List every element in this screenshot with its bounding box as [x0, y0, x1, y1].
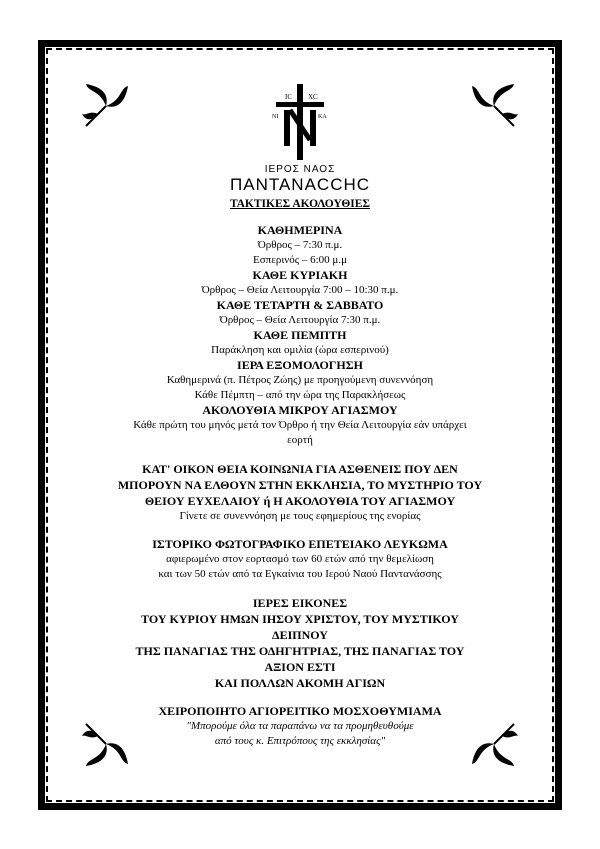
icons-line: ΙΕΡΕΣ ΕΙΚΟΝΕΣ — [252, 596, 348, 610]
album-line: και των 50 ετών από τα Εγκαίνια του Ιερού Ναού Παντανάσσης — [158, 568, 442, 580]
album-line: αφιερωμένο στον εορτασμό των 60 ετών από την θεμελίωση — [166, 553, 434, 565]
icons-line: ΤΟΥ ΚΥΡΙΟΥ ΗΜΩΝ ΙΗΣΟΥ ΧΡΙΣΤΟΥ, ΤΟΥ ΜΥΣΤΙΚΟΥ — [141, 612, 459, 626]
communion-line: ΘΕΙΟΥ ΕΥΧΕΛΑΙΟΥ ή Η ΑΚΟΛΟΥΘΙΑ ΤΟΥ ΑΓΙΑΣΜΟΥ — [144, 494, 456, 508]
communion-note: Γίνετε σε συνεννόηση με τους εφημερίους της ενορίας — [179, 510, 421, 522]
schedule-line: Κάθε Πέμπτη – από την ώρα της Παρακλήσεως — [194, 389, 406, 401]
emblem-letter: NI — [272, 114, 279, 120]
icons-line: ΤΗΣ ΠΑΝΑΓΙΑΣ ΤΗΣ ΟΔΗΓΗΤΡΙΑΣ, ΤΗΣ ΠΑΝΑΓΙΑΣ ΤΟΥ — [135, 644, 465, 658]
cross-monogram-icon — [270, 80, 330, 162]
church-label: ΙΕΡΟΣ ΝΑΟΣ — [264, 164, 336, 175]
album-title: ΙΣΤΟΡΙΚΟ ΦΩΤΟΓΡΑΦΙΚΟ ΕΠΕΤΕΙΑΚΟ ΛΕΥΚΩΜΑ — [152, 537, 448, 551]
incense-section — [60, 704, 540, 749]
schedule-section — [60, 223, 540, 448]
album-section — [60, 537, 540, 582]
communion-section — [60, 461, 540, 524]
icons-line: ΚΑΙ ΠΟΛΛΩΝ ΑΚΟΜΗ ΑΓΙΩΝ — [214, 676, 386, 690]
page-subtitle: ΤΑΚΤΙΚΕΣ ΑΚΟΛΟΥΘΙΕΣ — [230, 198, 370, 210]
schedule-title: ΚΑΘΕ ΠΕΜΠΤΗ — [253, 328, 347, 342]
schedule-title: ΑΚΟΛΟΥΘΙΑ ΜΙΚΡΟΥ ΑΓΙΑΣΜΟΥ — [202, 403, 398, 417]
schedule-title: ΚΑΘΕ ΚΥΡΙΑΚΗ — [252, 268, 348, 282]
flyer-content — [60, 80, 540, 749]
schedule-title: ΚΑΘΕ ΤΕΤΑΡΤΗ & ΣΑΒΒΑΤΟ — [216, 298, 384, 312]
incense-title: ΧΕΙΡΟΠΟΙΗΤΟ ΑΓΙΟΡΕΙΤΙΚΟ ΜΟΣΧΟΘΥΜΙΑΜΑ — [158, 704, 442, 718]
schedule-line: εορτή — [287, 434, 313, 446]
schedule-line: Παράκληση και ομιλία (ώρα εσπερινού) — [211, 344, 389, 356]
schedule-title: ΚΑΘΗΜΕΡΙΝΑ — [257, 223, 343, 237]
communion-line: ΚΑΤ' ΟΙΚΟΝ ΘΕΙΑ ΚΟΙΝΩΝΙΑ ΓΙΑ ΑΣΘΕΝΕΙΣ ΠΟΥ ΔΕΝ — [142, 462, 458, 476]
icons-section — [60, 595, 540, 691]
schedule-title: ΙΕΡΑ ΕΞΟΜΟΛΟΓΗΣΗ — [237, 358, 363, 372]
communion-line: ΜΠΟΡΟΥΝ ΝΑ ΕΛΘΟΥΝ ΣΤΗΝ ΕΚΚΛΗΣΙΑ, ΤΟ ΜΥΣΤΗΡΙΟ ΤΟΥ — [117, 478, 483, 492]
schedule-line: Εσπερινός – 6:00 μ.μ — [253, 254, 347, 266]
emblem-letter: IC — [285, 93, 292, 101]
emblem-letter: XC — [308, 93, 318, 101]
emblem-letter: KA — [318, 114, 327, 120]
church-name: ΠΑΝΤΑΝΑССНС — [229, 175, 371, 194]
icons-line: ΔΕΙΠΝΟΥ — [272, 628, 328, 642]
incense-quote: "Μπορούμε όλα τα παραπάνω να τα προμηθευθούμε — [186, 720, 414, 732]
schedule-line: Όρθρος – Θεία Λειτουργία 7:00 – 10:30 π.μ. — [201, 284, 399, 296]
schedule-line: Καθημερινά (π. Πέτρος Ζώης) με προηγούμενη συνεννόηση — [166, 374, 434, 386]
icons-line: ΑΞΙΟΝ ΕΣΤΙ — [264, 660, 336, 674]
incense-quote: από τους κ. Επιτρόπους της εκκλησίας" — [214, 735, 386, 747]
schedule-line: Όρθρος – 7:30 π.μ. — [257, 239, 343, 251]
schedule-line: Κάθε πρώτη του μηνός μετά τον Όρθρο ή την Θεία Λειτουργία εάν υπάρχει — [133, 419, 467, 431]
schedule-line: Όρθρος – Θεία Λειτουργία 7:30 π.μ. — [219, 314, 381, 326]
